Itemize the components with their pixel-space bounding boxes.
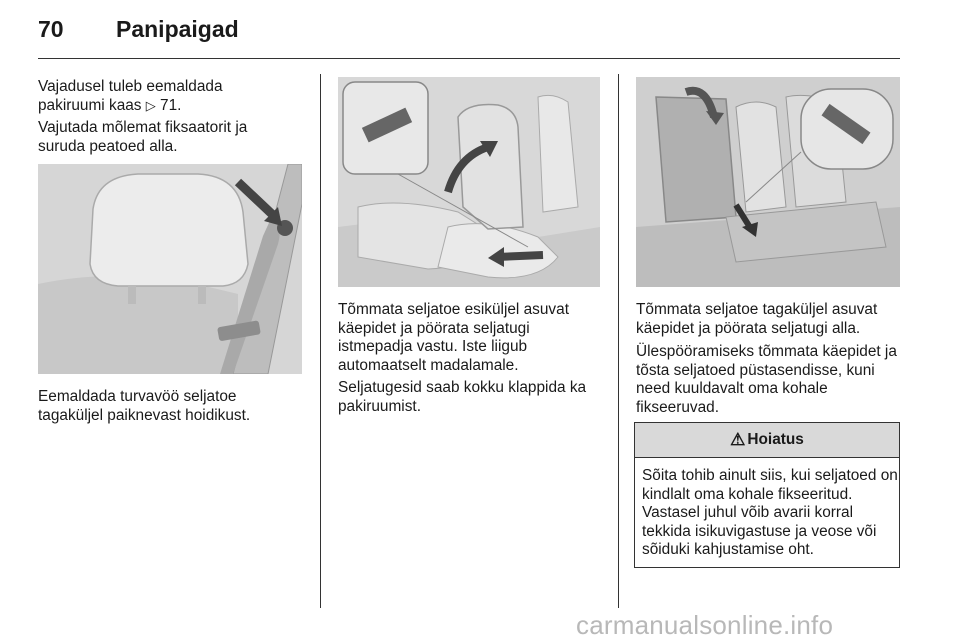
paragraph-fold-from-trunk: Seljatugesid saab kokku klappida ka pakiruumist. bbox=[338, 379, 587, 415]
paragraph-seatbelt: Eemaldada turvavöö seljatoe tagaküljel paiknevast hoidikust. bbox=[38, 388, 251, 424]
paragraph-text: Vajadusel tuleb eemaldada pakiruumi kaas bbox=[38, 78, 223, 114]
warning-title: Hoiatus bbox=[747, 431, 804, 448]
watermark: carmanualsonline.info bbox=[576, 610, 834, 640]
header-divider bbox=[38, 58, 900, 59]
warning-text: Sõita tohib ainult siis, kui seljatoed on kindlalt oma kohale fikseeritud. Vastasel juhul võib avarii korral tekkida isikuvigastuse ja veose või sõiduki kahjustamise oht. bbox=[642, 467, 898, 558]
page-number: 70 bbox=[38, 16, 64, 42]
paragraph-fold-rear: Tõmmata seljatoe tagaküljel asuvat käepidet ja pöörata seljatugi alla. bbox=[636, 301, 878, 337]
seat-fold-trunk-illustration bbox=[636, 77, 900, 287]
page-reference-icon: ▷ bbox=[145, 97, 156, 113]
column-divider-2 bbox=[618, 74, 619, 608]
warning-box bbox=[634, 422, 900, 568]
paragraph-raise-seatback: Ülespööramiseks tõmmata käepidet ja tõsta seljatoed püstasendisse, kuni need kuuldavalt oma kohale fikseeruvad. bbox=[636, 343, 897, 416]
page-reference-number: 71. bbox=[155, 96, 182, 114]
column-divider-1 bbox=[320, 74, 321, 608]
page-title: Panipaigad bbox=[116, 16, 239, 42]
warning-header bbox=[635, 423, 899, 458]
paragraph-remove-cover bbox=[38, 78, 278, 115]
paragraph-fold-front: Tõmmata seljatoe esiküljel asuvat käepidet ja pöörata seljatugi istmepadja vastu. Iste liigub automaatselt madalamale. bbox=[338, 301, 569, 374]
warning-triangle-icon: ⚠ bbox=[730, 430, 746, 449]
seat-fold-front-illustration bbox=[338, 77, 600, 287]
headrest-illustration bbox=[38, 164, 302, 374]
paragraph-headrests: Vajutada mõlemat fiksaatorit ja suruda peatoed alla. bbox=[38, 119, 248, 155]
